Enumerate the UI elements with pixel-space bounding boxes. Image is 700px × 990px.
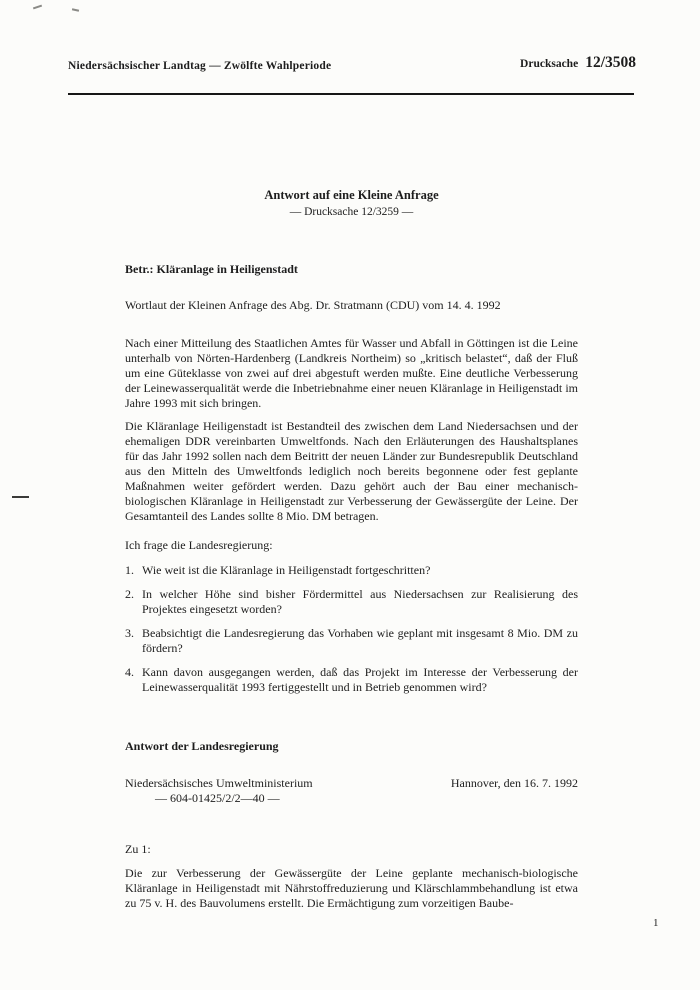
ministry-name: Niedersächsisches Umweltministerium <box>125 776 313 790</box>
margin-mark <box>12 496 29 498</box>
document-subtitle: — Drucksache 12/3259 — <box>289 206 414 218</box>
answer-section-text: Die zur Verbesserung der Gewässergüte der Leine geplante mechanisch-biologische Kläranlage in Heiligenstadt mit Nährstoffreduzierung und Klärschlammbehandlung ist etwa zu 75 v. H. des Bauvolumens erstellt. Die Ermächtigung zum vorzeitigen Baube- <box>125 866 578 910</box>
question-text: Kann davon ausgegangen werden, daß das Projekt im Interesse der Verbesserung der Leinewasserqualität 1993 fertiggestellt und in Betrieb genommen wird? <box>142 665 578 694</box>
answer-heading: Antwort der Landesregierung <box>125 739 279 753</box>
answer-section-label: Zu 1: <box>125 842 151 856</box>
question-text: Beabsichtigt die Landesregierung das Vorhaben wie geplant mit insgesamt 8 Mio. DM zu fördern? <box>142 626 578 655</box>
scan-artifact <box>33 5 42 10</box>
question-item <box>125 587 578 617</box>
file-reference: — 604-01425/2/2—40 — <box>155 791 280 805</box>
ministry-row <box>125 776 578 791</box>
question-number: 2. <box>125 587 134 601</box>
question-text: In welcher Höhe sind bisher Fördermittel aus Niedersachsen zur Realisierung des Projektes eingesetzt worden? <box>142 587 578 616</box>
header-rule <box>68 93 634 95</box>
place-date: Hannover, den 16. 7. 1992 <box>450 776 578 790</box>
question-number: 4. <box>125 665 134 679</box>
paragraph: Die Kläranlage Heiligenstadt ist Bestandteil des zwischen dem Land Niedersachsen und der ehemaligen DDR vereinbarten Umweltfonds. Nach den Erläuterungen des Haushaltsplanes für das Jahr 1992 sollen nach dem Beitritt der neuen Länder zur Bundesrepublik Deutschland aus den Mitteln des Umweltfonds lediglich noch bereits begonnene oder fest geplante Maßnahmen weiter gefördert werden. Dazu gehört auch der Bau einer mechanisch-biologischen Kläranlage in Heiligenstadt zur Verbesserung der Gewässergüte der Leine. Der Gesamtanteil des Landes sollte 8 Mio. DM betragen. <box>125 419 578 523</box>
header-document-number <box>520 54 636 72</box>
drucksache-label: Drucksache <box>520 58 579 70</box>
document-title: Antwort auf eine Kleine Anfrage <box>264 188 439 202</box>
question-item <box>125 626 578 656</box>
drucksache-number: 12/3508 <box>585 54 636 71</box>
question-text: Wie weit ist die Kläranlage in Heiligenstadt fortgeschritten? <box>142 563 431 577</box>
header-parliament-title: Niedersächsischer Landtag — Zwölfte Wahlperiode <box>68 60 332 72</box>
question-item <box>125 665 578 695</box>
subject-line: Betr.: Kläranlage in Heiligenstadt <box>125 262 298 276</box>
page-number: 1 <box>653 917 659 929</box>
question-item <box>125 563 578 578</box>
scan-artifact <box>72 8 79 11</box>
questions-intro: Ich frage die Landesregierung: <box>125 538 273 552</box>
question-source-line: Wortlaut der Kleinen Anfrage des Abg. Dr. Stratmann (CDU) vom 14. 4. 1992 <box>125 298 501 312</box>
question-number: 3. <box>125 626 134 640</box>
question-number: 1. <box>125 563 134 577</box>
document-body <box>125 188 578 911</box>
paragraph: Nach einer Mitteilung des Staatlichen Amtes für Wasser und Abfall in Göttingen ist die Leine unterhalb von Nörten-Hardenberg (Landkreis Northeim) so „kritisch belastet“, daß der Fluß um eine Güteklasse von zwei auf drei abgestuft werden mußte. Eine deutliche Verbesserung der Leinewasserqualität werde die Inbetriebnahme einer neuen Kläranlage in Heiligenstadt im Jahre 1993 mit sich bringen. <box>125 336 578 410</box>
title-block <box>125 188 578 220</box>
